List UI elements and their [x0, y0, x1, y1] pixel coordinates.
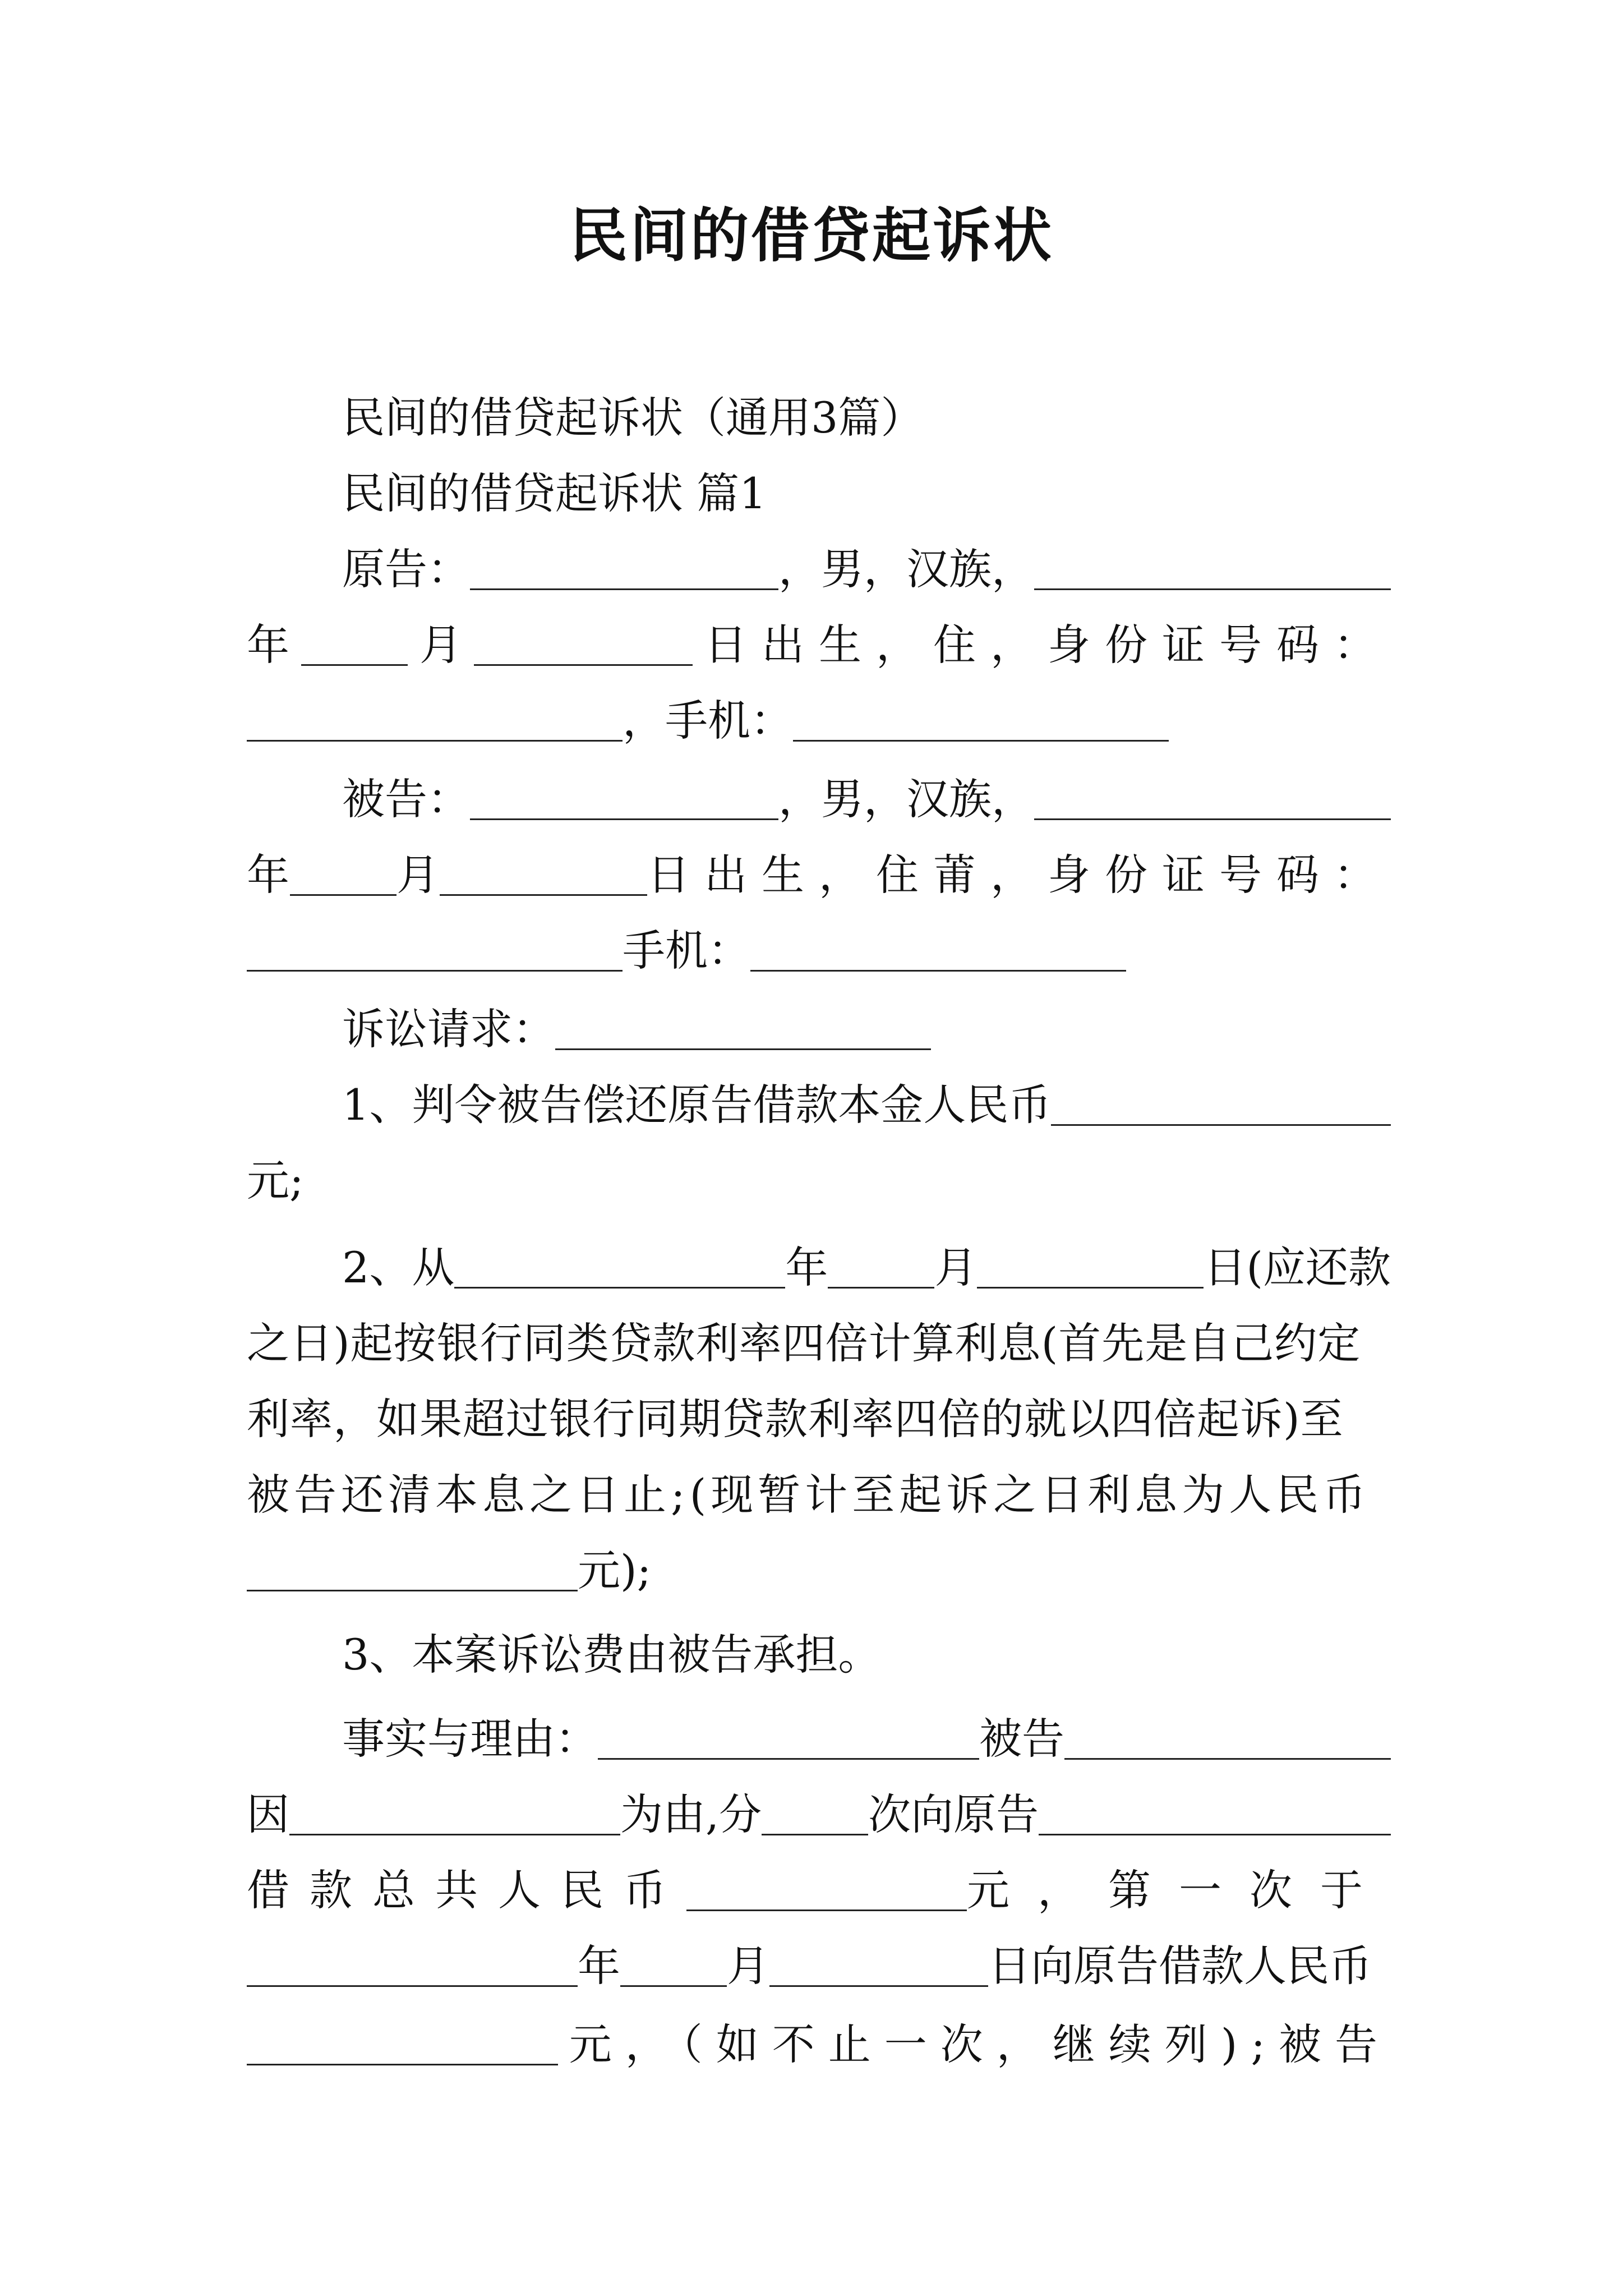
- facts-line-3: [247, 1854, 1391, 1927]
- defendant-year-label: 年: [247, 850, 289, 900]
- plaintiff-birth-year-blank: [1034, 549, 1391, 590]
- plaintiff-born-text: 日出生，住，身份证号码：: [704, 620, 1391, 670]
- facts-more: 元，（如不止一次，继续列);被告: [569, 2019, 1391, 2069]
- defendant-day-blank: [440, 855, 647, 896]
- plaintiff-phone-blank: [793, 701, 1169, 742]
- claim-2-text-d: 利率，如果超过银行同期贷款利率四倍的就以四倍起诉)至: [247, 1394, 1344, 1444]
- facts-month-label: 月: [727, 1941, 769, 1991]
- claims-line: [342, 993, 1486, 1066]
- claim-2-line-1: [342, 1231, 1391, 1304]
- facts-defendant: 被告: [979, 1714, 1064, 1764]
- claim-2-line-2: [247, 1307, 1391, 1380]
- claim-1-text: 1、判令被告偿还原告借款本金人民币: [342, 1080, 1052, 1130]
- plaintiff-line-2: [247, 609, 1391, 682]
- facts-line-5: [247, 2008, 1391, 2081]
- defendant-phone-label: 手机：: [623, 926, 750, 976]
- claim-3-text: 3、本案诉讼费由被告承担。: [342, 1630, 881, 1680]
- plaintiff-label: 原告：: [342, 544, 470, 594]
- facts-year-label: 年: [578, 1941, 620, 1991]
- claim-1-line-2: [247, 1144, 1391, 1217]
- defendant-gender-ethnicity: ，男，汉族，: [778, 774, 1034, 824]
- claim-1-line-1: [342, 1069, 1391, 1142]
- facts-month-blank: [620, 1946, 727, 1987]
- claim-1-unit: 元;: [247, 1156, 304, 1205]
- claim-2-interest-blank: [247, 1550, 578, 1591]
- claim-2-month-blank: [828, 1248, 934, 1289]
- defendant-born-text: 日出生，住莆，身份证号码：: [647, 850, 1391, 900]
- facts-borrow: 日向原告借款人民币: [988, 1941, 1372, 1991]
- claim-3-line: [342, 1618, 1486, 1691]
- facts-because: 因: [247, 1789, 289, 1839]
- plaintiff-line-3: [247, 684, 1391, 757]
- defendant-phone-blank: [750, 931, 1126, 972]
- claim-2-line-3: [247, 1383, 1391, 1456]
- facts-reason-blank: [289, 1795, 620, 1835]
- claim-2-month-label: 月: [934, 1243, 978, 1292]
- document-heading: [342, 381, 1486, 454]
- facts-amount-blank: [247, 2024, 558, 2065]
- facts-label: 事实与理由：: [342, 1714, 598, 1764]
- claim-2-year-label: 年: [785, 1243, 828, 1292]
- heading-text: 民间的借贷起诉状（通用3篇）: [342, 393, 924, 443]
- claim-2-line-5: [247, 1534, 1391, 1607]
- section-heading: [342, 457, 1486, 530]
- plaintiff-month-blank: [301, 625, 408, 666]
- defendant-id-blank: [247, 931, 623, 972]
- claim-2-line-4: [247, 1458, 1391, 1531]
- claim-2-day-text: 日(应还款: [1204, 1243, 1391, 1292]
- defendant-birth-year-blank: [1034, 779, 1391, 820]
- defendant-month-blank: [290, 855, 396, 896]
- facts-blank-1: [598, 1719, 979, 1760]
- claim-2-from: 2、从: [342, 1243, 455, 1292]
- claim-2-text-c: 之日)起按银行同类贷款利率四倍计算利息(首先是自己约定: [247, 1318, 1361, 1368]
- facts-line-1: [342, 1703, 1391, 1775]
- document-title: 民间的借贷起诉状: [569, 201, 1054, 270]
- claims-blank: [555, 1009, 931, 1050]
- facts-first-year-blank: [247, 1946, 578, 1987]
- defendant-name-blank: [470, 779, 778, 820]
- claim-2-text-e: 被告还清本息之日止;(现暂计至起诉之日利息为人民币: [247, 1470, 1371, 1520]
- facts-total: 借款总共人民币: [247, 1865, 686, 1915]
- claim-2-year-blank: [454, 1248, 785, 1289]
- facts-plaintiff-blank: [1039, 1795, 1391, 1835]
- facts-times: 次向原告: [868, 1789, 1039, 1839]
- defendant-month-label: 月: [396, 850, 439, 900]
- facts-first: 元，第一次于: [967, 1865, 1391, 1915]
- defendant-line-2: [247, 839, 1391, 912]
- facts-defendant-blank: [1064, 1719, 1391, 1760]
- section-heading-text: 民间的借贷起诉状 篇1: [342, 468, 767, 518]
- facts-total-blank: [686, 1870, 967, 1911]
- plaintiff-year-label: 年: [247, 620, 289, 670]
- plaintiff-gender-ethnicity: ，男，汉族，: [778, 544, 1034, 594]
- plaintiff-day-blank: [474, 625, 693, 666]
- plaintiff-id-blank: [247, 701, 623, 742]
- facts-day-blank: [769, 1946, 988, 1987]
- facts-times-blank: [762, 1795, 868, 1835]
- facts-reason: 为由,分: [620, 1789, 762, 1839]
- claim-2-text-f: 元);: [578, 1545, 652, 1595]
- facts-line-2: [247, 1778, 1391, 1851]
- defendant-line-3: [247, 914, 1391, 987]
- claim-1-amount-blank: [1051, 1085, 1391, 1126]
- facts-line-4: [247, 1930, 1391, 2003]
- defendant-label: 被告：: [342, 774, 470, 824]
- plaintiff-month-label: 月: [419, 620, 462, 670]
- claim-2-day-blank: [977, 1248, 1204, 1289]
- plaintiff-name-blank: [470, 549, 778, 590]
- claims-label: 诉讼请求：: [342, 1004, 555, 1054]
- plaintiff-phone-label: ，手机：: [623, 696, 793, 746]
- plaintiff-line-1: [342, 533, 1391, 606]
- defendant-line-1: [342, 763, 1391, 836]
